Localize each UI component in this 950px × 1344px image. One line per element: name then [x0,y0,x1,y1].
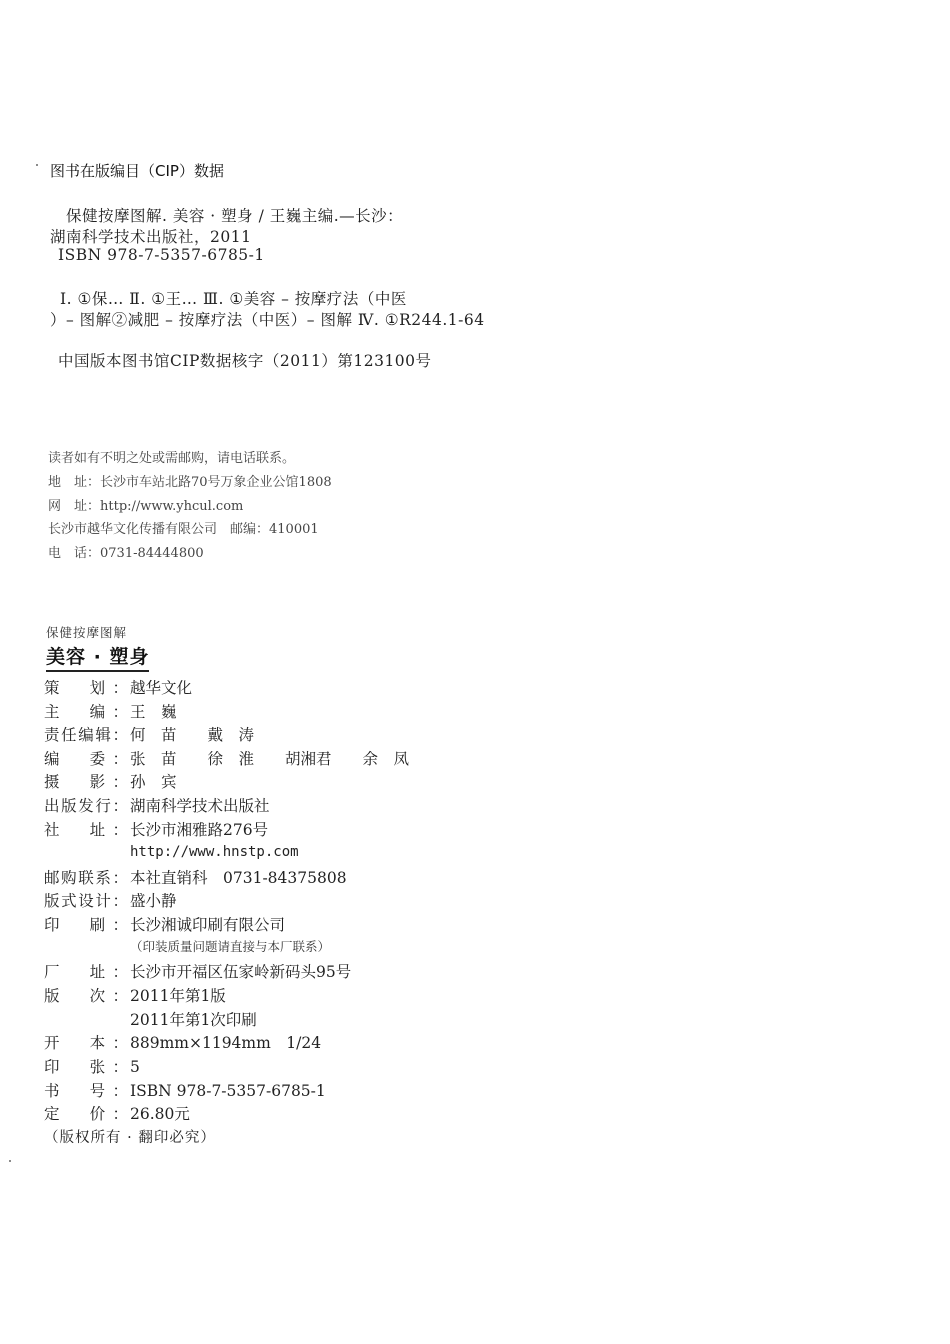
colophon-label: 出版发行： [44,797,128,815]
colophon-row [44,913,285,935]
colophon-row [44,723,254,745]
colophon-label: 印 张： [44,1058,128,1076]
colophon-value: 2011年第1版 [130,987,226,1005]
colophon-row [44,1008,257,1030]
book-title: 美容 · 塑身 [46,642,149,672]
colophon-label: 厂 址： [44,963,128,981]
colophon-label: 主 编： [44,703,128,721]
colophon-label: 定 价： [44,1105,128,1123]
colophon-row [44,889,177,911]
publisher-website: http://www.hnstp.com [130,844,299,860]
colophon-row [44,770,177,792]
colophon-value: 长沙市湘雅路276号 [130,821,269,839]
colophon-value: 张 苗 徐 淮 胡湘君 余 凤 [130,750,410,768]
colophon-value: 孙 宾 [130,773,177,791]
colophon-label: 摄 影： [44,773,128,791]
colophon-row [44,984,226,1006]
colophon-value: 2011年第1次印刷 [130,1011,257,1029]
colophon-value: 本社直销科 0731-84375808 [130,869,347,887]
cip-heading: 图书在版编目（CIP）数据 [50,162,224,180]
colophon-label: 责任编辑： [44,726,128,744]
contact-company: 长沙市越华文化传播有限公司 邮编：410001 [48,522,319,537]
colophon-value: ISBN 978-7-5357-6785-1 [130,1082,326,1100]
contact-website: 网 址：http://www.yhcul.com [48,499,244,514]
colophon-value: 889mm×1194mm 1/24 [130,1034,322,1052]
colophon-row [44,818,268,840]
colophon-value: 湖南科学技术出版社 [130,797,270,815]
cip-classification: Ⅰ. ①保… Ⅱ. ①王… Ⅲ. ①美容 – 按摩疗法（中医 [60,290,407,308]
colophon-value: 何 苗 戴 涛 [130,726,255,744]
copyright-notice: （版权所有 · 翻印必究） [44,1130,216,1146]
colophon-row [44,1102,190,1124]
colophon-label: 社 址： [44,821,128,839]
contact-note: 读者如有不明之处或需邮购，请电话联系。 [48,451,296,466]
colophon-row [44,866,347,888]
colophon-row [44,937,330,955]
colophon-row [44,842,299,860]
colophon-label: 编 委： [44,750,128,768]
colophon-row [44,1079,326,1101]
colophon-value: 26.80元 [130,1105,190,1123]
print-quality-note: （印装质量问题请直接与本厂联系） [130,939,331,954]
colophon-value: 王 巍 [130,703,177,721]
colophon-label: 印 刷： [44,916,128,934]
colophon-label: 版式设计： [44,892,128,910]
colophon-value: 长沙湘诚印刷有限公司 [130,916,286,934]
colophon-value: 5 [130,1058,140,1076]
colophon-row [44,1031,321,1053]
scan-speck [9,1160,11,1162]
colophon-label: 策 划： [44,679,128,697]
colophon-row [44,747,409,769]
colophon-row [44,794,270,816]
scan-speck [36,164,38,166]
cip-line: 湖南科学技术出版社，2011 [50,228,252,246]
colophon-label: 版 次： [44,987,128,1005]
colophon-value: 盛小静 [130,892,177,910]
colophon-row [44,960,351,982]
contact-address: 地 址：长沙市车站北路70号万象企业公馆1808 [48,475,332,490]
cip-record-number: 中国版本图书馆CIP数据核字（2011）第123100号 [58,352,432,370]
colophon-label: 邮购联系： [44,869,128,887]
cip-isbn: ISBN 978-7-5357-6785-1 [58,246,265,264]
colophon-row [44,676,192,698]
cip-classification: ）– 图解②减肥 – 按摩疗法（中医）– 图解 Ⅳ. ①R244.1-64 [50,311,485,329]
cip-line: 保健按摩图解. 美容 · 塑身 / 王巍主编.—长沙： [66,207,404,225]
colophon-label: 开 本： [44,1034,128,1052]
colophon-value: 长沙市开福区伍家岭新码头95号 [130,963,352,981]
colophon-row [44,700,177,722]
contact-phone: 电 话：0731-84444800 [48,546,204,561]
colophon-label: 书 号： [44,1082,128,1100]
colophon-row [44,1055,140,1077]
series-name: 保健按摩图解 [46,625,128,640]
colophon-value: 越华文化 [130,679,193,697]
